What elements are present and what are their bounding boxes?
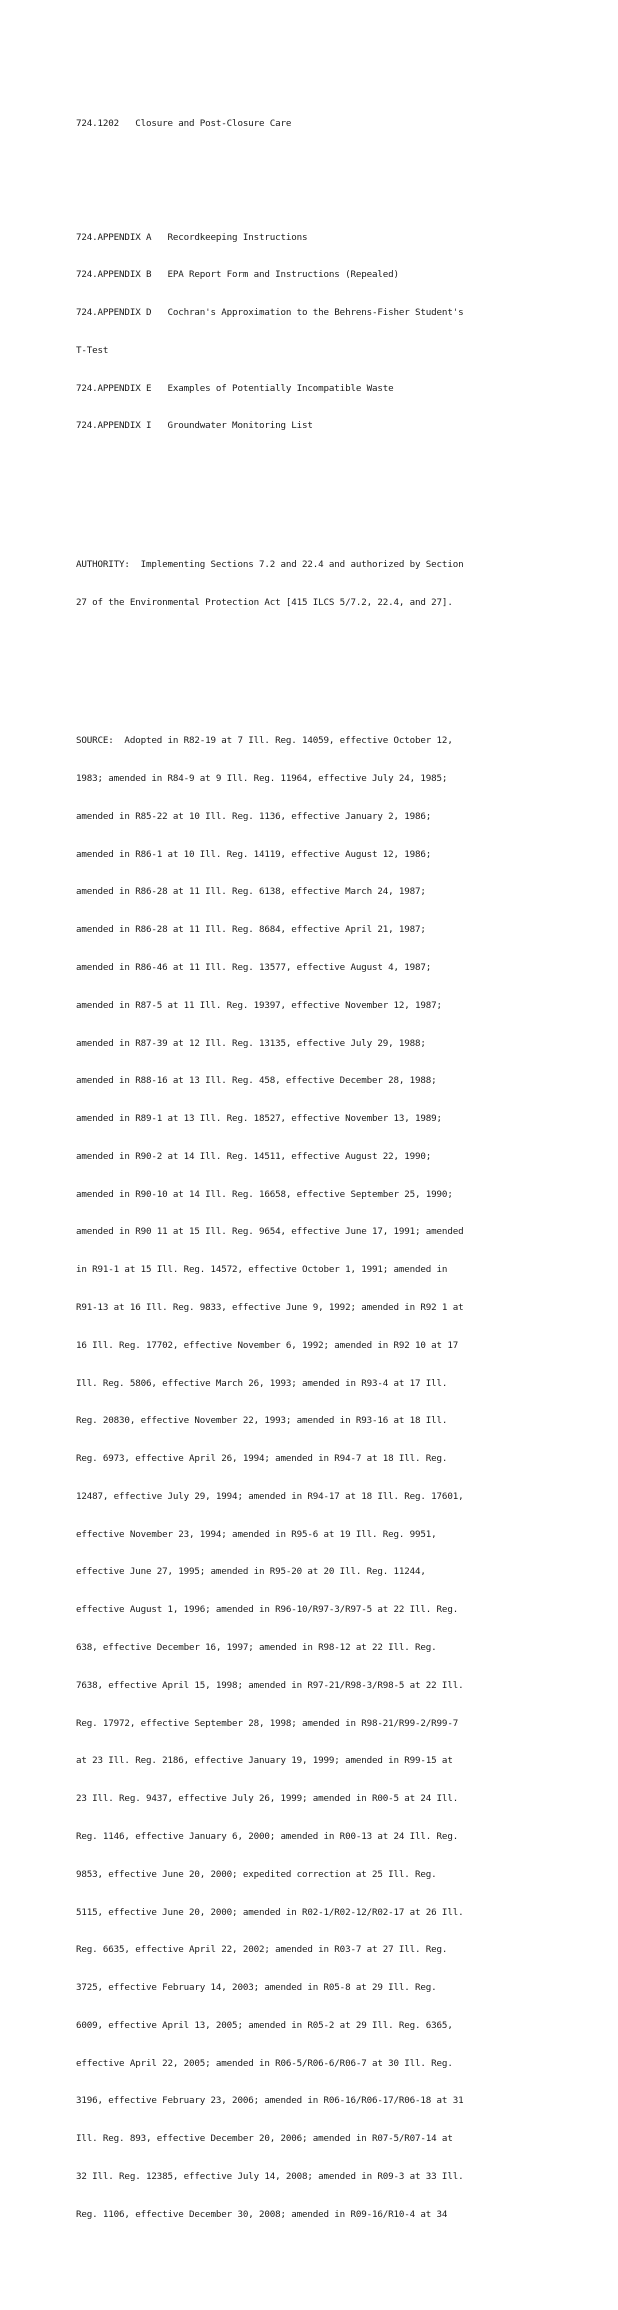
source-line: Reg. 6973, effective April 26, 1994; amended in R94-7 at 18 Ill. Reg. [76, 1453, 448, 1465]
source-line: Reg. 17972, effective September 28, 1998; amended in R98-21/R99-2/R99-7 [76, 1717, 459, 1729]
source-line: amended in R86-28 at 11 Ill. Reg. 8684, effective April 21, 1987; [76, 924, 426, 936]
source-line: 638, effective December 16, 1997; amended in R98-12 at 22 Ill. Reg. [76, 1642, 437, 1654]
source-line: 3196, effective February 23, 2006; amended in R06-16/R06-17/R06-18 at 31 [76, 2095, 464, 2107]
source-line: 32 Ill. Reg. 12385, effective July 14, 2008; amended in R09-3 at 33 Ill. [76, 2170, 464, 2182]
appendix-line: 724.APPENDIX D Cochran's Approximation to the Behrens-Fisher Student's [76, 307, 464, 319]
regulation-text [76, 93, 546, 2310]
authority-line: AUTHORITY: Implementing Sections 7.2 and 22.4 and authorized by Section [76, 558, 464, 570]
section-heading: 724.1202 Closure and Post-Closure Care [76, 118, 292, 130]
source-line: amended in R87-5 at 11 Ill. Reg. 19397, effective November 12, 1987; [76, 999, 442, 1011]
source-line: effective August 1, 1996; amended in R96-10/R97-3/R97-5 at 22 Ill. Reg. [76, 1604, 459, 1616]
source-line: at 23 Ill. Reg. 2186, effective January 19, 1999; amended in R99-15 at [76, 1755, 453, 1767]
source-line: 16 Ill. Reg. 17702, effective November 6, 1992; amended in R92 10 at 17 [76, 1339, 459, 1351]
appendix-line: 724.APPENDIX E Examples of Potentially Incompatible Waste [76, 382, 394, 394]
appendix-line: 724.APPENDIX A Recordkeeping Instructions [76, 231, 308, 243]
source-line: amended in R85-22 at 10 Ill. Reg. 1136, effective January 2, 1986; [76, 810, 432, 822]
source-line: Ill. Reg. 5806, effective March 26, 1993; amended in R93-4 at 17 Ill. [76, 1377, 448, 1389]
source-line: Reg. 20830, effective November 22, 1993; amended in R93-16 at 18 Ill. [76, 1415, 448, 1427]
source-line: 5115, effective June 20, 2000; amended in R02-1/R02-12/R02-17 at 26 Ill. [76, 1906, 464, 1918]
source-line [76, 2247, 546, 2260]
source-line: effective June 27, 1995; amended in R95-20 at 20 Ill. Reg. 11244, [76, 1566, 426, 1578]
source-line: Ill. Reg. 893, effective December 20, 2006; amended in R07-5/R07-14 at [76, 2133, 453, 2145]
appendix-line: 724.APPENDIX I Groundwater Monitoring List [76, 420, 313, 432]
source-line: in R91-1 at 15 Ill. Reg. 14572, effective October 1, 1991; amended in [76, 1264, 448, 1276]
source-line: 12487, effective July 29, 1994; amended in R94-17 at 18 Ill. Reg. 17601, [76, 1490, 464, 1502]
source-paragraph [76, 710, 546, 2284]
source-line: 7638, effective April 15, 1998; amended in R97-21/R98-3/R98-5 at 22 Ill. [76, 1679, 464, 1691]
source-line: 6009, effective April 13, 2005; amended in R05-2 at 29 Ill. Reg. 6365, [76, 2019, 453, 2031]
source-line: effective April 22, 2005; amended in R06-5/R06-6/R06-7 at 30 Ill. Reg. [76, 2057, 453, 2069]
source-line: amended in R86-28 at 11 Ill. Reg. 6138, effective March 24, 1987; [76, 886, 426, 898]
authority-paragraph [76, 534, 546, 635]
source-line: amended in R87-39 at 12 Ill. Reg. 13135, effective July 29, 1988; [76, 1037, 426, 1049]
source-line: Reg. 1106, effective December 30, 2008; amended in R09-16/R10-4 at 34 [76, 2208, 448, 2220]
source-line: amended in R86-1 at 10 Ill. Reg. 14119, effective August 12, 1986; [76, 848, 432, 860]
source-line: amended in R90 11 at 15 Ill. Reg. 9654, effective June 17, 1991; amended [76, 1226, 464, 1238]
source-line: Reg. 1146, effective January 6, 2000; amended in R00-13 at 24 Ill. Reg. [76, 1830, 459, 1842]
source-line: R91-13 at 16 Ill. Reg. 9833, effective June 9, 1992; amended in R92 1 at [76, 1302, 464, 1313]
source-line: amended in R90-2 at 14 Ill. Reg. 14511, effective August 22, 1990; [76, 1150, 432, 1162]
appendix-line: T-Test [76, 344, 109, 356]
blank-line [76, 660, 546, 673]
authority-line: 27 of the Environmental Protection Act [415 ILCS 5/7.2, 22.4, and 27]. [76, 596, 453, 608]
source-line: 1983; amended in R84-9 at 9 Ill. Reg. 11964, effective July 24, 1985; [76, 773, 448, 785]
appendix-list [76, 206, 546, 458]
source-line: amended in R86-46 at 11 Ill. Reg. 13577, effective August 4, 1987; [76, 961, 432, 973]
appendix-line: 724.APPENDIX B EPA Report Form and Instructions (Repealed) [76, 269, 399, 281]
source-line: amended in R90-10 at 14 Ill. Reg. 16658, effective September 25, 1990; [76, 1188, 453, 1200]
source-line: SOURCE: Adopted in R82-19 at 7 Ill. Reg. 14059, effective October 12, [76, 735, 453, 747]
source-line: amended in R89-1 at 13 Ill. Reg. 18527, effective November 13, 1989; [76, 1113, 442, 1125]
source-line: 9853, effective June 20, 2000; expedited correction at 25 Ill. Reg. [76, 1868, 437, 1880]
blank-line [76, 483, 546, 496]
blank-line [76, 156, 546, 169]
source-line: effective November 23, 1994; amended in R95-6 at 19 Ill. Reg. 9951, [76, 1528, 437, 1540]
source-line: Reg. 6635, effective April 22, 2002; amended in R03-7 at 27 Ill. Reg. [76, 1944, 448, 1956]
source-line: 3725, effective February 14, 2003; amended in R05-8 at 29 Ill. Reg. [76, 1982, 437, 1994]
source-line: 23 Ill. Reg. 9437, effective July 26, 1999; amended in R00-5 at 24 Ill. [76, 1793, 459, 1805]
source-line: amended in R88-16 at 13 Ill. Reg. 458, effective December 28, 1988; [76, 1075, 437, 1087]
